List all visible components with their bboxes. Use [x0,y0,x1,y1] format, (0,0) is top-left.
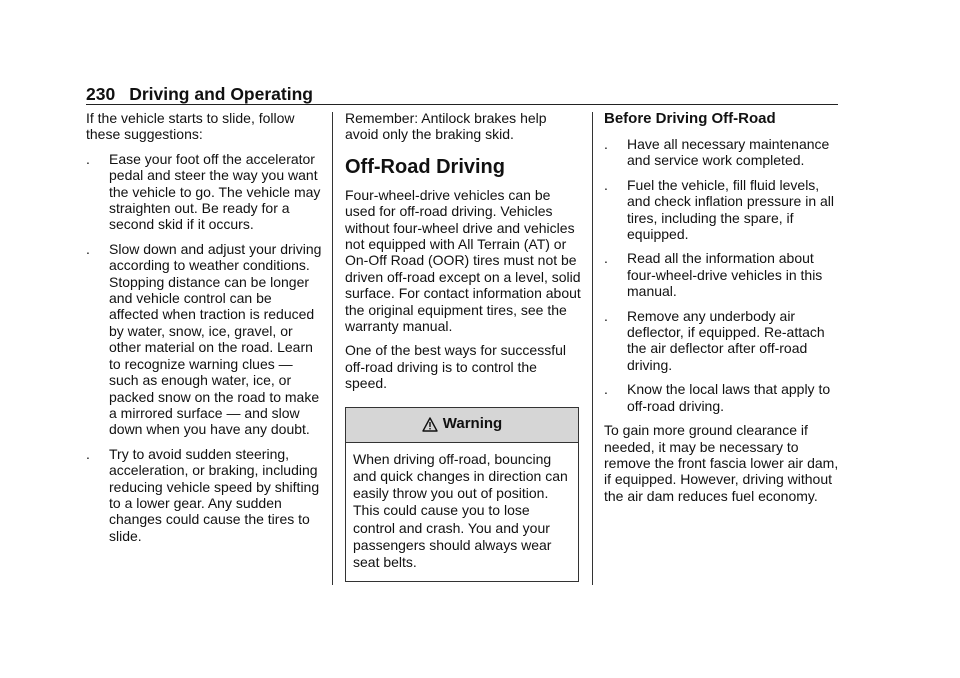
list-item [86,446,322,544]
skid-suggestions-list [86,151,322,544]
list-item-text: Try to avoid sudden steering, acceleration, or braking, including reducing vehicle speed by shifting to a lower gear. Any sudden changes could cause the tires to slide. [109,445,320,544]
column-divider-right [592,112,593,585]
list-item-text: Remove any underbody air deflector, if equipped. Re-attach the air deflector after off-road driving. [627,307,825,373]
bullet-glyph: . [86,240,90,257]
list-item-text: Know the local laws that apply to off-road driving. [627,381,831,414]
list-item [86,241,322,438]
bullet-glyph: . [604,381,608,398]
column-1 [86,110,322,552]
warning-header [346,408,578,443]
off-road-paragraph-1: Four-wheel-drive vehicles can be used for off-road driving. Vehicles without four-wheel drive and vehicles not equipped with All Terrain (AT) or On-Off Road (OOR) tires must not be driven off-road except on a level, solid surface. For contact information about the original equipment tires, see the warranty manual. [345,186,581,335]
list-item-text: Read all the information about four-wheel-drive vehicles in this manual. [627,250,823,300]
list-item-text: Slow down and adjust your driving according to weather conditions. Stopping distance can be longer and vehicle control can be affected when traction is reduced by water, snow, ice, gravel, or other material on the road. Learn to recognize warning clues — such as enough water, ice, or packed snow on the road to make a mirrored surface — and slow down when you have any doubt. [109,240,322,438]
bullet-glyph: . [604,136,608,152]
column-2 [345,110,581,582]
chapter-title: Driving and Operating [129,84,313,104]
subsection-title: Before Driving Off-Road [604,110,776,127]
page-header [86,84,838,104]
bullet-glyph: . [86,445,90,462]
list-item [604,250,840,299]
list-item-text: Ease your foot off the accelerator pedal and steer the way you want the vehicle to go. The vehicle may straighten out. Be ready for a second skid if it occurs. [109,150,321,233]
list-item [604,381,840,414]
warning-text: When driving off-road, bouncing and quick changes in direction can easily throw you out of position. This could cause you to lose control and crash. You and your passengers should always wear seat belts. [353,450,568,570]
list-item [604,136,840,169]
off-road-paragraph-2: One of the best ways for successful off-road driving is to control the speed. [345,342,566,392]
list-item-text: Have all necessary maintenance and service work completed. [627,136,830,169]
section-title: Off-Road Driving [345,155,505,178]
warning-triangle-icon [422,417,438,432]
page-number: 230 [86,84,116,104]
column-3 [604,110,840,512]
warning-box [345,407,579,582]
bullet-glyph: . [86,150,90,167]
closing-paragraph: To gain more ground clearance if needed, it may be necessary to remove the front fascia lower air dam, if equipped. However, driving without the air dam reduces fuel economy. [604,422,839,504]
header-rule [86,104,838,105]
intro-paragraph: If the vehicle starts to slide, follow these suggestions: [86,110,295,143]
list-item [604,308,840,374]
list-item [86,151,322,233]
list-item-text: Fuel the vehicle, fill fluid levels, and check inflation pressure in all tires, including the spare, if equipped. [627,176,835,243]
before-off-road-list [604,136,840,414]
column-divider-left [332,112,333,585]
bullet-glyph: . [604,176,608,193]
warning-label: Warning [442,415,503,433]
list-item [604,177,840,243]
bullet-glyph: . [604,250,608,267]
remember-paragraph: Remember: Antilock brakes help avoid only the braking skid. [345,110,547,143]
bullet-glyph: . [604,307,608,324]
